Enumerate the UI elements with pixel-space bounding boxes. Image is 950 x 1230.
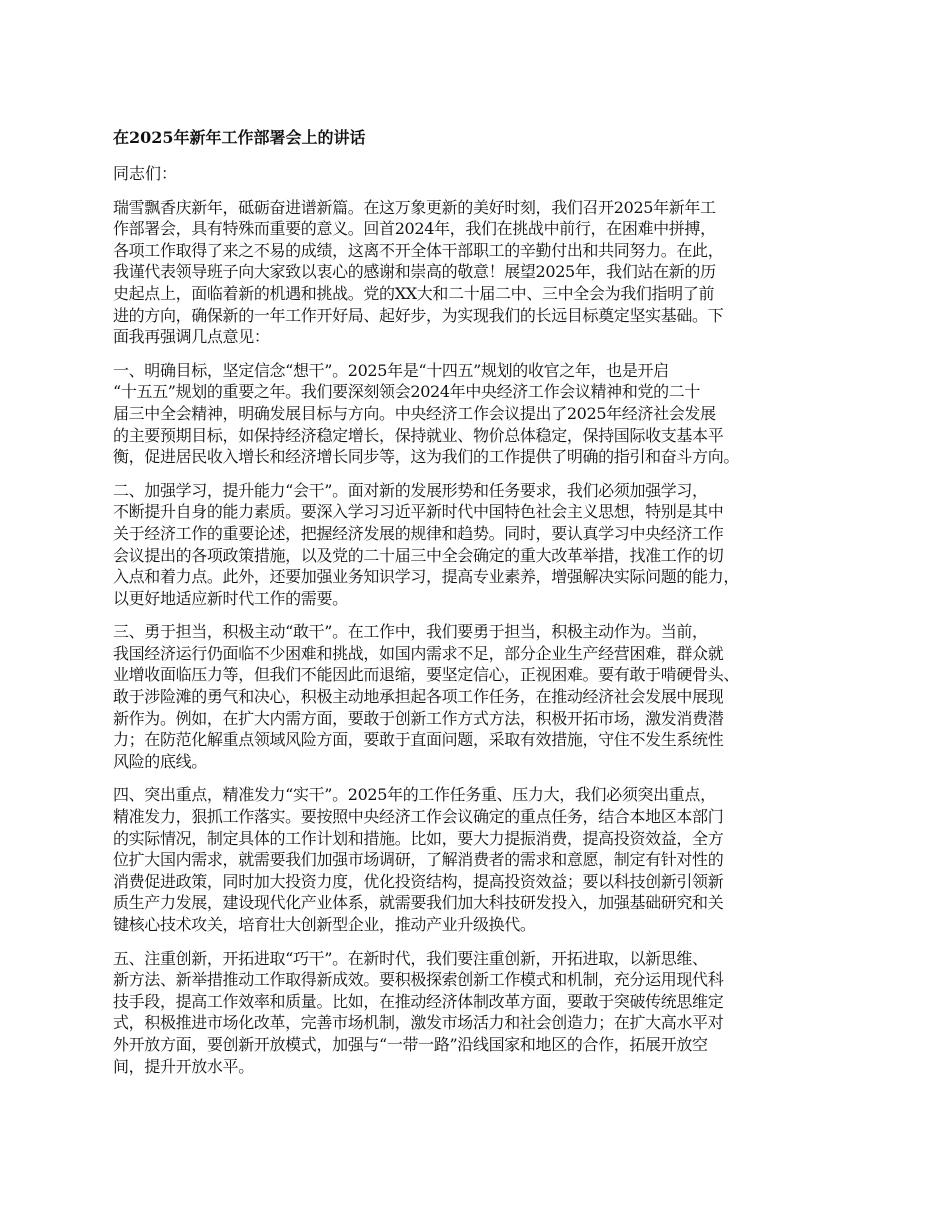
text-line: 业增收面临压力等，但我们不能因此而退缩，要坚定信心，正视困难。要有敢于啃硬骨头、 — [113, 665, 740, 685]
text-line: 五、注重创新，开拓进取“巧干”。在新时代，我们要注重创新，开拓进取，以新思维、 — [113, 948, 708, 968]
text-line: 以更好地适应新时代工作的需要。 — [113, 588, 348, 608]
text-line: “十五五”规划的重要之年。我们要深刻领会2024年中央经济工作会议精神和党的二十 — [113, 382, 701, 402]
text-line: 敢于涉险滩的勇气和决心，积极主动地承担起各项工作任务，在推动经济社会发展中展现 — [113, 687, 724, 707]
text-line: 作部署会，具有特殊而重要的意义。回首2024年，我们在挑战中前行，在困难中拼搏， — [113, 219, 716, 239]
text-line: 我谨代表领导班子向大家致以衷心的感谢和崇高的敬意！展望2025年，我们站在新的历 — [113, 262, 716, 282]
text-line: 史起点上，面临着新的机遇和挑战。党的XX大和二十届二中、三中全会为我们指明了前 — [113, 283, 715, 303]
text-line: 二、加强学习，提升能力“会干”。面对新的发展形势和任务要求，我们必须加强学习， — [113, 480, 708, 500]
text-line: 外开放方面，要创新开放模式，加强与“一带一路”沿线国家和地区的合作，拓展开放空 — [113, 1034, 708, 1054]
text-line: 关于经济工作的重要论述，把握经济发展的规律和趋势。同时，要认真学习中央经济工作 — [113, 523, 724, 543]
text-line: 的实际情况，制定具体的工作计划和措施。比如，要大力提振消费，提高投资效益，全方 — [113, 828, 724, 848]
text-line: 入点和着力点。此外，还要加强业务知识学习，提高专业素养，增强解决实际问题的能力， — [113, 567, 740, 587]
text-line: 届三中全会精神，明确发展目标与方向。中央经济工作会议提出了2025年经济社会发展 — [113, 403, 716, 423]
salutation — [113, 163, 853, 185]
text-line: 间，提升开放水平。 — [113, 1056, 254, 1076]
text-line: 一、明确目标，坚定信念“想干”。2025年是“十四五”规划的收官之年，也是开启 — [113, 360, 669, 380]
text-line: 的主要预期目标，如保持经济稳定增长，保持就业、物价总体稳定，保持国际收支基本平 — [113, 425, 724, 445]
text-line: 会议提出的各项政策措施，以及党的二十届三中全会确定的重大改革举措，找准工作的切 — [113, 545, 724, 565]
text-line: 不断提升自身的能力素质。要深入学习习近平新时代中国特色社会主义思想，特别是其中 — [113, 502, 724, 522]
paragraph-point-4 — [113, 784, 853, 935]
paragraph-point-3 — [113, 621, 853, 772]
text-line: 风险的底线。 — [113, 751, 207, 771]
text-line: 各项工作取得了来之不易的成绩，这离不开全体干部职工的辛勤付出和共同努力。在此， — [113, 240, 724, 260]
paragraph-intro — [113, 197, 853, 348]
salutation-line: 同志们： — [113, 164, 178, 183]
text-line: 新方法、新举措推动工作取得新成效。要积极探索创新工作模式和机制，充分运用现代科 — [113, 970, 724, 990]
document-page — [113, 127, 853, 1089]
paragraph-point-2 — [113, 480, 853, 610]
text-line: 键核心技术攻关，培育壮大创新型企业，推动产业升级换代。 — [113, 915, 536, 934]
text-line: 技手段，提高工作效率和质量。比如，在推动经济体制改革方面，要敢于突破传统思维定 — [113, 991, 724, 1011]
text-line: 面我再强调几点意见： — [113, 327, 270, 347]
paragraph-point-5 — [113, 948, 853, 1078]
text-line: 式，积极推进市场化改革，完善市场机制，激发市场活力和社会创造力；在扩大高水平对 — [113, 1013, 724, 1033]
text-line: 新作为。例如，在扩大内需方面，要敢于创新工作方式方法，积极开拓市场，激发消费潜 — [113, 708, 724, 728]
document-title: 在2025年新年工作部署会上的讲话 — [113, 128, 366, 147]
text-line: 我国经济运行仍面临不少困难和挑战，如国内需求不足，部分企业生产经营困难，群众就 — [113, 643, 724, 663]
text-line: 位扩大国内需求，就需要我们加强市场调研，了解消费者的需求和意愿，制定有针对性的 — [113, 850, 724, 870]
text-line: 三、勇于担当，积极主动“敢干”。在工作中，我们要勇于担当，积极主动作为。当前， — [113, 622, 708, 642]
text-line: 力；在防范化解重点领域风险方面，要敢于直面问题，采取有效措施，守住不发生系统性 — [113, 730, 724, 750]
text-line: 四、突出重点，精准发力“实干”。2025年的工作任务重、压力大，我们必须突出重点， — [113, 785, 716, 805]
text-line: 精准发力，狠抓工作落实。要按照中央经济工作会议确定的重点任务，结合本地区本部门 — [113, 807, 724, 827]
text-line: 衡，促进居民收入增长和经济增长同步等，这为我们的工作提供了明确的指引和奋斗方向。 — [113, 447, 740, 467]
text-line: 进的方向，确保新的一年工作开好局、起好步，为实现我们的长远目标奠定坚实基础。下 — [113, 305, 724, 325]
text-line: 瑞雪飘香庆新年，砥砺奋进谱新篇。在这万象更新的美好时刻，我们召开2025年新年工 — [113, 197, 716, 217]
text-line: 消费促进政策，同时加大投资力度，优化投资结构，提高投资效益；要以科技创新引领新 — [113, 871, 724, 891]
paragraph-point-1 — [113, 360, 853, 468]
text-line: 质生产力发展，建设现代化产业体系，就需要我们加大科技研发投入，加强基础研究和关 — [113, 893, 724, 913]
